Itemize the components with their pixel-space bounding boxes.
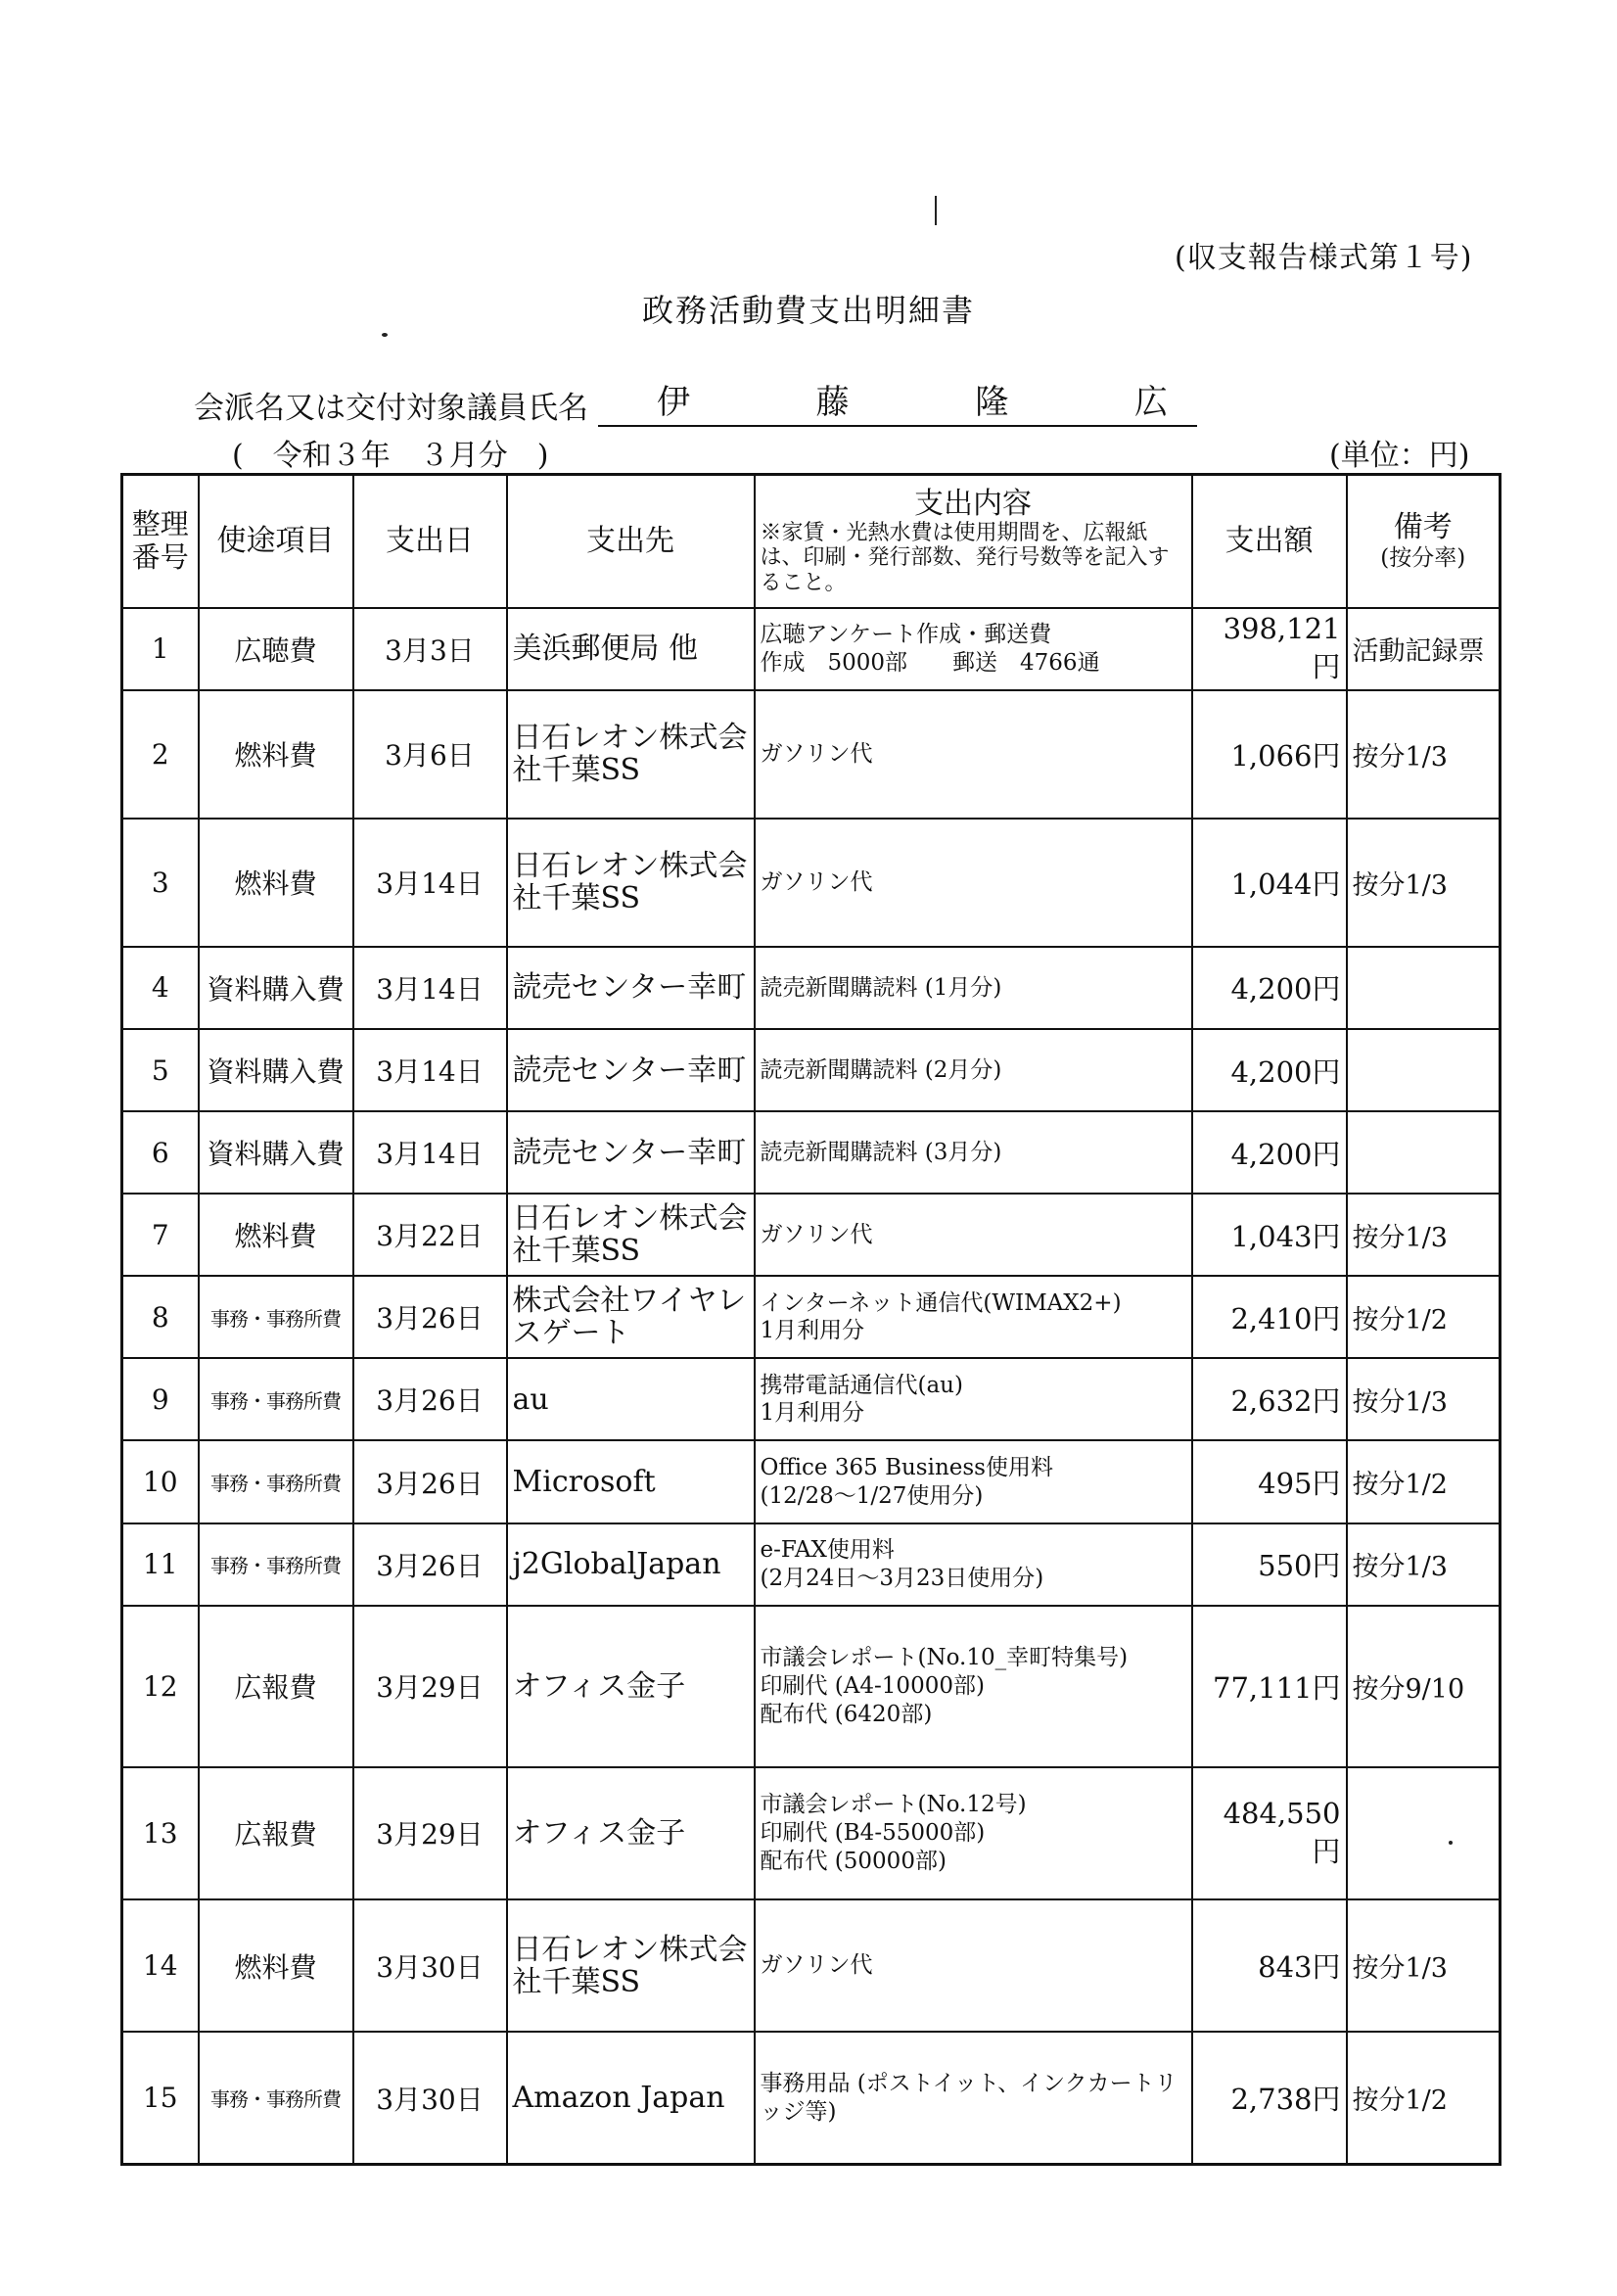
row-remarks: 活動記録票	[1347, 608, 1501, 690]
row-content	[755, 819, 1192, 947]
content-line: 配布代 (50000部)	[760, 1848, 947, 1874]
header-content	[755, 475, 1192, 608]
expense-table	[120, 473, 1502, 2166]
table-row	[122, 690, 1501, 819]
row-payee: オフィス金子	[507, 1767, 755, 1899]
row-payee: オフィス金子	[507, 1606, 755, 1767]
content-line: 読売新聞購読料 (3月分)	[760, 1139, 1002, 1165]
table-row	[122, 1358, 1501, 1440]
row-number: 3	[122, 819, 199, 947]
row-payee: au	[507, 1358, 755, 1440]
row-content	[755, 1899, 1192, 2032]
table-row	[122, 1111, 1501, 1194]
header-content-note: ※家賃・光熱水費は使用期間を、広報紙は、印刷・発行部数、発行号数等を記入すること。	[760, 521, 1170, 595]
row-remarks: 按分1/3	[1347, 1899, 1501, 2032]
row-date: 3月29日	[353, 1606, 507, 1767]
row-content	[755, 608, 1192, 690]
row-content	[755, 1767, 1192, 1899]
row-payee: 日石レオン株式会社千葉SS	[507, 1194, 755, 1276]
scan-speck	[935, 196, 937, 225]
row-payee: j2GlobalJapan	[507, 1523, 755, 1606]
row-remarks: 按分1/3	[1347, 819, 1501, 947]
name-row	[194, 375, 1197, 427]
header-content-title: 支出内容	[914, 486, 1032, 521]
table-row	[122, 1899, 1501, 2032]
content-line: (12/28～1/27使用分)	[760, 1482, 984, 1509]
header-remarks-sub: (按分率)	[1380, 544, 1466, 571]
table-row	[122, 2032, 1501, 2164]
row-remarks: 按分1/3	[1347, 1194, 1501, 1276]
content-line: ガソリン代	[760, 1952, 873, 1979]
name-label: 会派名又は交付対象議員氏名	[194, 391, 588, 426]
report-period: ( 令和３年 ３月分 )	[232, 439, 549, 473]
row-purpose: 事務・事務所費	[199, 1523, 353, 1606]
row-number: 5	[122, 1029, 199, 1111]
content-line: 1月利用分	[760, 1400, 865, 1427]
content-line: 読売新聞購読料 (2月分)	[760, 1056, 1002, 1083]
document-title: 政務活動費支出明細書	[641, 292, 975, 329]
row-date: 3月26日	[353, 1358, 507, 1440]
form-number: (収支報告様式第１号)	[1175, 241, 1473, 275]
row-purpose: 事務・事務所費	[199, 2032, 353, 2164]
row-content	[755, 1111, 1192, 1194]
row-amount: 550円	[1192, 1523, 1347, 1606]
row-number: 7	[122, 1194, 199, 1276]
row-content	[755, 1523, 1192, 1606]
row-date: 3月26日	[353, 1276, 507, 1358]
row-amount: 484,550円	[1192, 1767, 1347, 1899]
row-content	[755, 1194, 1192, 1276]
row-amount: 77,111円	[1192, 1606, 1347, 1767]
row-content	[755, 690, 1192, 819]
row-payee: 読売センター幸町	[507, 1111, 755, 1194]
table-row	[122, 1029, 1501, 1111]
row-amount: 1,044円	[1192, 819, 1347, 947]
content-line: 広聴アンケート作成・郵送費	[760, 621, 1052, 647]
table-row	[122, 1440, 1501, 1523]
row-payee: Microsoft	[507, 1440, 755, 1523]
row-purpose: 燃料費	[199, 690, 353, 819]
row-remarks	[1347, 1029, 1501, 1111]
table-row	[122, 1606, 1501, 1767]
table-row	[122, 819, 1501, 947]
table-row	[122, 1767, 1501, 1899]
row-purpose: 資料購入費	[199, 1111, 353, 1194]
row-content	[755, 1276, 1192, 1358]
header-no: 整理番号	[122, 475, 199, 608]
row-number: 11	[122, 1523, 199, 1606]
row-remarks: 按分1/2	[1347, 1276, 1501, 1358]
row-number: 6	[122, 1111, 199, 1194]
table-row	[122, 1194, 1501, 1276]
row-payee: 読売センター幸町	[507, 947, 755, 1029]
row-date: 3月29日	[353, 1767, 507, 1899]
table-row	[122, 947, 1501, 1029]
content-line: ガソリン代	[760, 868, 873, 895]
scan-speck	[382, 333, 388, 337]
row-remarks: 按分9/10	[1347, 1606, 1501, 1767]
content-line: 作成 5000部 郵送 4766通	[760, 649, 1100, 676]
row-purpose: 広報費	[199, 1767, 353, 1899]
table-header-row	[122, 475, 1501, 608]
row-remarks	[1347, 1767, 1501, 1899]
row-number: 14	[122, 1899, 199, 2032]
row-remarks: 按分1/2	[1347, 2032, 1501, 2164]
row-payee: Amazon Japan	[507, 2032, 755, 2164]
row-number: 4	[122, 947, 199, 1029]
row-amount: 843円	[1192, 1899, 1347, 2032]
row-amount: 4,200円	[1192, 1111, 1347, 1194]
row-amount: 398,121円	[1192, 608, 1347, 690]
row-payee: 日石レオン株式会社千葉SS	[507, 690, 755, 819]
row-payee: 日石レオン株式会社千葉SS	[507, 1899, 755, 2032]
row-number: 2	[122, 690, 199, 819]
row-date: 3月3日	[353, 608, 507, 690]
row-content	[755, 1358, 1192, 1440]
row-number: 15	[122, 2032, 199, 2164]
row-date: 3月30日	[353, 2032, 507, 2164]
header-payee: 支出先	[507, 475, 755, 608]
scan-speck	[1449, 1841, 1453, 1845]
row-date: 3月26日	[353, 1440, 507, 1523]
table-row	[122, 1523, 1501, 1606]
row-number: 8	[122, 1276, 199, 1358]
content-line: 1月利用分	[760, 1318, 865, 1344]
row-content	[755, 2032, 1192, 2164]
name-char: 広	[1133, 383, 1168, 422]
row-purpose: 広報費	[199, 1606, 353, 1767]
row-remarks: 按分1/3	[1347, 690, 1501, 819]
row-date: 3月14日	[353, 1111, 507, 1194]
row-amount: 1,043円	[1192, 1194, 1347, 1276]
row-number: 10	[122, 1440, 199, 1523]
table-row	[122, 1276, 1501, 1358]
content-line: 読売新聞購読料 (1月分)	[760, 974, 1002, 1001]
row-amount: 4,200円	[1192, 947, 1347, 1029]
row-date: 3月14日	[353, 947, 507, 1029]
table-row	[122, 608, 1501, 690]
row-purpose: 燃料費	[199, 819, 353, 947]
member-name	[598, 375, 1197, 427]
content-line: 市議会レポート(No.12号)	[760, 1792, 1027, 1818]
content-line: 配布代 (6420部)	[760, 1701, 933, 1727]
row-date: 3月30日	[353, 1899, 507, 2032]
row-purpose: 広聴費	[199, 608, 353, 690]
name-char: 伊	[657, 383, 690, 422]
content-line: 事務用品 (ポストイット、インクカートリッジ等)	[760, 2070, 1178, 2125]
row-content	[755, 1440, 1192, 1523]
content-line: 印刷代 (B4-55000部)	[760, 1820, 986, 1847]
unit-label: (単位：円)	[1329, 439, 1470, 473]
name-char: 隆	[975, 383, 1009, 422]
content-line: Office 365 Business使用料	[760, 1454, 1053, 1480]
content-line: 携帯電話通信代(au)	[760, 1372, 963, 1398]
row-number: 9	[122, 1358, 199, 1440]
header-date: 支出日	[353, 475, 507, 608]
row-date: 3月22日	[353, 1194, 507, 1276]
row-content	[755, 947, 1192, 1029]
row-date: 3月6日	[353, 690, 507, 819]
row-number: 1	[122, 608, 199, 690]
row-payee: 日石レオン株式会社千葉SS	[507, 819, 755, 947]
row-amount: 2,738円	[1192, 2032, 1347, 2164]
row-purpose: 事務・事務所費	[199, 1358, 353, 1440]
row-purpose: 資料購入費	[199, 947, 353, 1029]
row-amount: 2,632円	[1192, 1358, 1347, 1440]
row-purpose: 燃料費	[199, 1899, 353, 2032]
row-date: 3月26日	[353, 1523, 507, 1606]
row-date: 3月14日	[353, 1029, 507, 1111]
row-number: 13	[122, 1767, 199, 1899]
content-line: 市議会レポート(No.10_幸町特集号)	[760, 1645, 1129, 1671]
content-line: インターネット通信代(WIMAX2+)	[760, 1289, 1122, 1316]
row-purpose: 資料購入費	[199, 1029, 353, 1111]
name-char: 藤	[815, 383, 850, 422]
row-purpose: 事務・事務所費	[199, 1440, 353, 1523]
row-remarks: 按分1/2	[1347, 1440, 1501, 1523]
row-payee: 美浜郵便局 他	[507, 608, 755, 690]
content-line: ガソリン代	[760, 1221, 873, 1247]
row-payee: 読売センター幸町	[507, 1029, 755, 1111]
header-remarks	[1347, 475, 1501, 608]
row-purpose: 燃料費	[199, 1194, 353, 1276]
row-number: 12	[122, 1606, 199, 1767]
header-remarks-title: 備考	[1393, 510, 1453, 545]
header-amount: 支出額	[1192, 475, 1347, 608]
row-remarks: 按分1/3	[1347, 1358, 1501, 1440]
row-amount: 4,200円	[1192, 1029, 1347, 1111]
row-amount: 1,066円	[1192, 690, 1347, 819]
content-line: ガソリン代	[760, 740, 873, 767]
content-line: 印刷代 (A4-10000部)	[760, 1672, 985, 1699]
row-purpose: 事務・事務所費	[199, 1276, 353, 1358]
row-content	[755, 1029, 1192, 1111]
row-date: 3月14日	[353, 819, 507, 947]
row-remarks: 按分1/3	[1347, 1523, 1501, 1606]
row-amount: 2,410円	[1192, 1276, 1347, 1358]
header-purpose: 使途項目	[199, 475, 353, 608]
content-line: e-FAX使用料	[760, 1536, 895, 1563]
row-amount: 495円	[1192, 1440, 1347, 1523]
row-remarks	[1347, 947, 1501, 1029]
row-content	[755, 1606, 1192, 1767]
row-payee: 株式会社ワイヤレスゲート	[507, 1276, 755, 1358]
row-remarks	[1347, 1111, 1501, 1194]
content-line: (2月24日～3月23日使用分)	[760, 1565, 1044, 1591]
